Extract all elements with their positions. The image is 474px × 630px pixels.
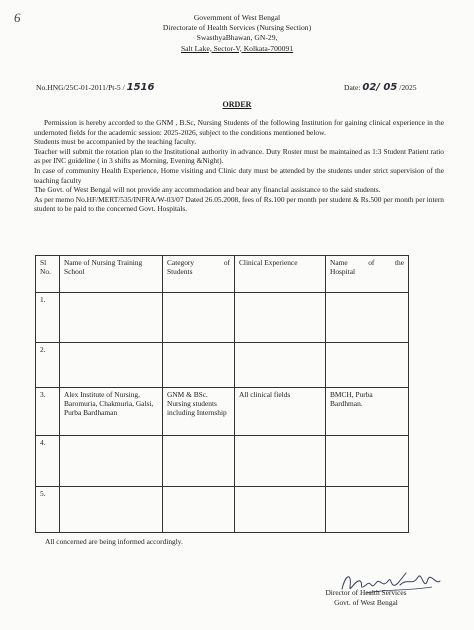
letterhead-building: SwasthyaBhawan, GN-29, — [196, 33, 278, 43]
memo-date — [344, 82, 417, 93]
cell-clinical — [235, 343, 326, 387]
cell-school — [60, 436, 163, 487]
cell-sl: 3. — [36, 387, 60, 435]
cell-hospital — [326, 343, 409, 387]
paragraph-permission: Permission is hereby accorded to the GNM , B.Sc, Nursing Students of the following Institution for gaining clinical experience in the undernoted fields for the academic session: 2025-2026, subject to the conditions mentioned below. — [34, 118, 444, 137]
letterhead — [0, 13, 474, 54]
cell-clinical — [235, 436, 326, 487]
cell-category — [163, 292, 235, 343]
letterhead-directorate: Directorate of Health Services (Nursing Section) — [162, 23, 312, 33]
date-handwritten: 02/ 05 — [362, 82, 398, 93]
cell-school — [60, 343, 163, 387]
paragraph-faculty: Students must be accompanied by the teaching faculty. — [34, 137, 197, 147]
order-body — [34, 118, 444, 214]
cell-clinical: All clinical fields — [235, 387, 326, 435]
signatory-government: Govt. of West Bengal — [334, 598, 398, 607]
cell-sl: 1. — [36, 292, 60, 343]
paragraph-fees: As per memo No.HF/MERT/535/INFRA/W-03/07 Dated 26.05.2008, fees of Rs.100 per month per student & Rs.500 per month per intern student to be paid to the concerned Govt. Hospitals. — [34, 194, 444, 214]
footer-note: All concerned are being informed accordingly. — [45, 537, 183, 546]
paragraph-accommodation: The Govt. of West Bengal will not provide any accommodation and bear any financial assistance to the said students. — [34, 185, 381, 195]
memo-number-handwritten: 1516 — [126, 82, 155, 93]
header-clinical: Clinical Experience — [235, 256, 326, 293]
cell-hospital — [326, 436, 409, 487]
paragraph-roster: Teacher will submit the rotation plan to the Institutional authority in advance. Duty Roster must be maintained as 1:3 Student Patient ratio as per INC guideline ( in 3 shifts as Morning, Evening &Night). — [34, 146, 444, 166]
cell-hospital: BMCH, Purba Bardhman. — [326, 387, 409, 435]
cell-school — [60, 292, 163, 343]
table-row — [36, 343, 409, 387]
margin-mark: 6 — [14, 10, 22, 25]
date-year: /2025 — [399, 83, 417, 92]
header-category: Category of Students — [163, 256, 235, 293]
cell-hospital — [326, 486, 409, 532]
cell-hospital — [326, 292, 409, 343]
memo-number-label: No.HNG/25C-01-2011/Pt-5 / — [36, 83, 125, 92]
cell-category: GNM & BSc. Nursing students including Internship — [163, 387, 235, 435]
signatory — [306, 588, 426, 608]
cell-sl: 2. — [36, 343, 60, 387]
table-row — [36, 486, 409, 532]
cell-sl: 4. — [36, 436, 60, 487]
table-row — [36, 292, 409, 343]
cell-clinical — [235, 486, 326, 532]
memo-number — [36, 82, 154, 93]
letterhead-government: Government of West Bengal — [193, 13, 281, 22]
paragraph-community: In case of community Health Experience, Home visiting and Clinic duty must be attended by the students under strict supervision of the teaching faculty — [34, 165, 444, 185]
cell-category — [163, 486, 235, 532]
letterhead-address: Salt Lake, Sector-V, Kolkata-700091 — [180, 43, 294, 53]
table-row — [36, 436, 409, 487]
header-hospital: Name of the Hospital — [326, 256, 409, 293]
order-title: ORDER — [222, 100, 252, 109]
table-header-row — [36, 256, 409, 293]
signatory-title: Director of Health Services — [325, 588, 407, 597]
cell-category — [163, 436, 235, 487]
header-school: Name of Nursing Training School — [60, 256, 163, 293]
cell-school: Alex Institute of Nursing, Baromuria, Chakmuria, Galsi, Purba Bardhaman — [60, 387, 163, 435]
cell-clinical — [235, 292, 326, 343]
table-row — [36, 387, 409, 435]
cell-category — [163, 343, 235, 387]
cell-sl: 5. — [36, 486, 60, 532]
institution-table — [35, 255, 409, 533]
date-label: Date: — [344, 83, 361, 92]
header-sl-no: Sl No. — [36, 256, 60, 293]
cell-school — [60, 486, 163, 532]
